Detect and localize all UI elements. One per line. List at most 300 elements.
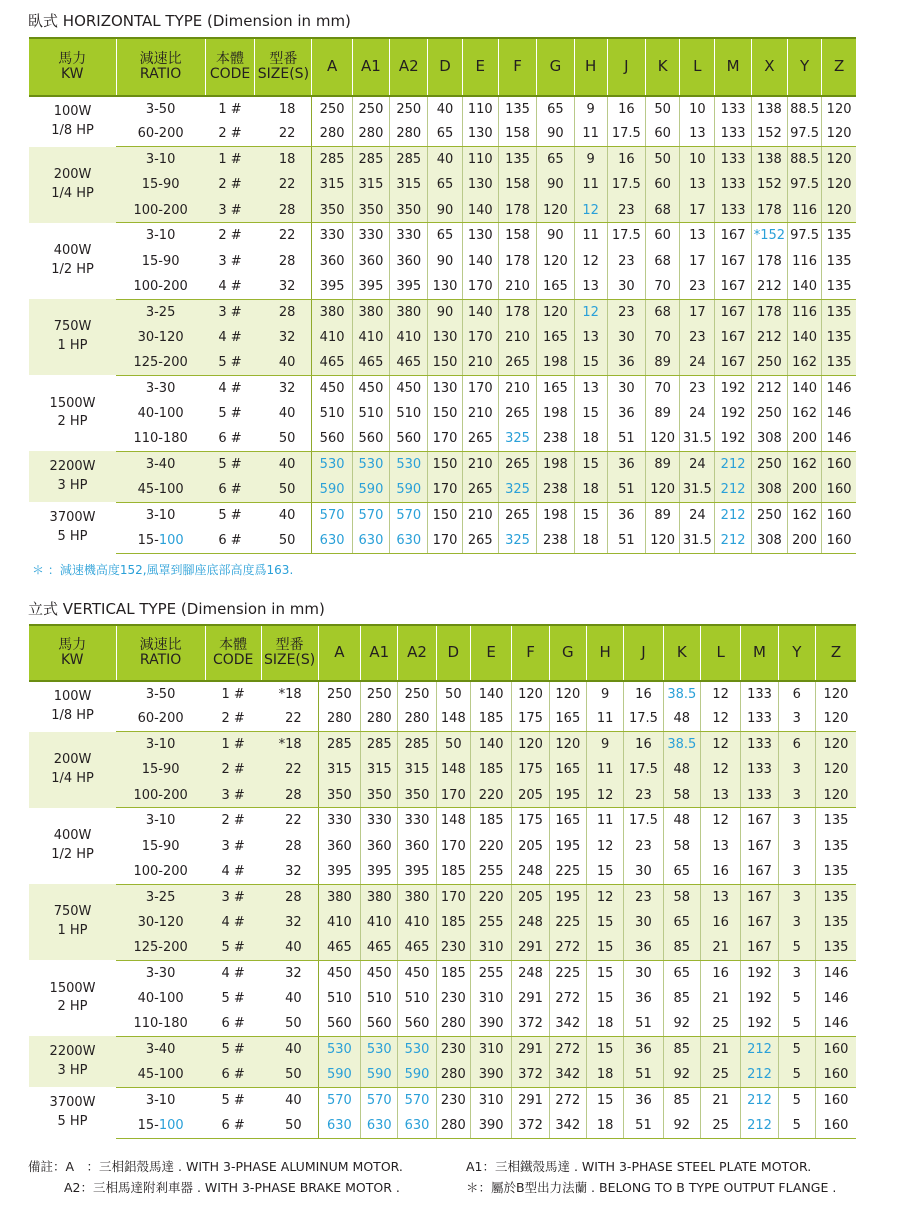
- dim-j-cell: 51: [607, 477, 645, 502]
- dim-h-cell: 15: [574, 350, 607, 375]
- ratio-cell: [116, 198, 205, 223]
- ratio-value: 3-50: [145, 101, 176, 117]
- dim-a1-cell: 630: [361, 1113, 398, 1138]
- power-hp: 1/4 HP: [51, 185, 94, 201]
- dim-e-cell: 310: [470, 986, 511, 1011]
- dim-a1-cell: 380: [352, 299, 389, 324]
- dim-h-cell: 13: [574, 325, 607, 350]
- dim-y-cell: 200: [787, 477, 821, 502]
- header-row: [29, 625, 856, 681]
- dim-a2-cell: 350: [398, 783, 436, 808]
- table-row: [29, 274, 856, 299]
- dim-a-cell: 560: [318, 1011, 360, 1036]
- dim-f-cell: 248: [512, 960, 549, 985]
- dim-d-cell: 280: [436, 1011, 470, 1036]
- ratio-cell: [116, 833, 205, 858]
- ratio-cell: [116, 96, 205, 121]
- dim-g-cell: 120: [549, 681, 586, 706]
- dim-a-cell: 285: [318, 732, 360, 757]
- power-kw: 100W: [53, 689, 92, 705]
- dim-l-cell: 16: [700, 960, 740, 985]
- ratio-cell: [116, 1036, 205, 1061]
- dim-e-cell: 265: [462, 426, 498, 451]
- header-ratio: [116, 625, 205, 681]
- ratio-value: 60-200: [137, 711, 184, 727]
- dim-d-cell: 150: [428, 451, 462, 476]
- size-cell: 22: [255, 172, 312, 197]
- dim-a2-cell: 510: [390, 401, 428, 426]
- dim-k-cell: 58: [663, 884, 700, 909]
- dim-m-cell: 167: [715, 350, 751, 375]
- header-col-k: K: [663, 625, 700, 681]
- dim-l-cell: 12: [700, 681, 740, 706]
- dim-k-cell: 48: [663, 706, 700, 731]
- dim-h-cell: 18: [574, 477, 607, 502]
- dim-a-cell: 590: [318, 1062, 360, 1087]
- dim-m-cell: 167: [715, 325, 751, 350]
- dim-e-cell: 140: [470, 681, 511, 706]
- ratio-value: 3-25: [145, 889, 176, 905]
- dim-a-cell: 395: [318, 859, 360, 884]
- table-row: [29, 732, 856, 757]
- dim-z-cell: 120: [815, 757, 856, 782]
- dim-g-cell: 342: [549, 1011, 586, 1036]
- dim-k-cell: 58: [663, 783, 700, 808]
- ratio-value: 3-40: [145, 456, 176, 472]
- dim-e-cell: 255: [470, 910, 511, 935]
- dim-y-cell: 97.5: [787, 172, 821, 197]
- dim-l-cell: 10: [680, 96, 715, 121]
- dim-h-cell: 15: [586, 960, 623, 985]
- dim-a-cell: 315: [312, 172, 352, 197]
- dim-j-cell: 36: [607, 451, 645, 476]
- dim-j-cell: 30: [624, 910, 663, 935]
- dim-f-cell: 325: [498, 477, 536, 502]
- dim-y-cell: 116: [787, 299, 821, 324]
- dim-j-cell: 36: [607, 502, 645, 527]
- dim-l-cell: 31.5: [680, 477, 715, 502]
- dim-x-cell: 212: [751, 325, 787, 350]
- code-cell: 4 #: [205, 325, 255, 350]
- ratio-cell: [116, 1011, 205, 1036]
- dim-j-cell: 36: [624, 1087, 663, 1112]
- dim-a1-cell: 395: [352, 274, 389, 299]
- dim-h-cell: 15: [586, 986, 623, 1011]
- dim-a2-cell: 395: [398, 859, 436, 884]
- dim-y-cell: 162: [787, 502, 821, 527]
- power-cell: [29, 732, 116, 808]
- dim-a1-cell: 410: [352, 325, 389, 350]
- dim-g-cell: 65: [537, 147, 574, 172]
- ratio-cell: [116, 706, 205, 731]
- dim-f-cell: 178: [498, 198, 536, 223]
- size-cell: 28: [255, 198, 312, 223]
- dim-g-cell: 238: [537, 426, 574, 451]
- ratio-cell: [116, 986, 205, 1011]
- dim-a1-cell: 450: [352, 375, 389, 400]
- dim-k-cell: 92: [663, 1011, 700, 1036]
- header-col-y: Y: [778, 625, 815, 681]
- ratio-value: 3-10: [145, 507, 176, 523]
- dim-y-cell: 5: [778, 935, 815, 960]
- header-code-en: CODE: [209, 66, 251, 82]
- dim-e-cell: 170: [462, 325, 498, 350]
- ratio-cell: [116, 502, 205, 527]
- size-cell: 28: [261, 884, 318, 909]
- dim-a1-cell: 350: [361, 783, 398, 808]
- header-code-zh: 本體: [216, 51, 245, 68]
- dim-a-cell: 570: [312, 502, 352, 527]
- dim-a-cell: 360: [318, 833, 360, 858]
- dim-j-cell: 51: [607, 528, 645, 553]
- dim-f-cell: 135: [498, 147, 536, 172]
- header-col-a: A: [318, 625, 360, 681]
- dim-g-cell: 165: [537, 325, 574, 350]
- header-kw: [29, 625, 116, 681]
- ratio-cell: [116, 477, 205, 502]
- dim-h-cell: 11: [586, 808, 623, 833]
- dim-y-cell: 3: [778, 833, 815, 858]
- dim-z-cell: 160: [822, 451, 856, 476]
- dim-a-cell: 510: [312, 401, 352, 426]
- dim-a-cell: 630: [318, 1113, 360, 1138]
- dim-m-cell: 133: [715, 147, 751, 172]
- dim-j-cell: 36: [624, 986, 663, 1011]
- dim-a1-cell: 530: [352, 451, 389, 476]
- dim-d-cell: 130: [428, 325, 462, 350]
- dim-a1-cell: 465: [352, 350, 389, 375]
- dim-a2-cell: 510: [398, 986, 436, 1011]
- dim-z-cell: 160: [822, 477, 856, 502]
- dim-z-cell: 135: [815, 884, 856, 909]
- dim-z-cell: 120: [826, 101, 852, 117]
- power-hp: 2 HP: [57, 999, 88, 1015]
- dim-f-cell: 135: [498, 96, 536, 121]
- dim-k-cell: 68: [646, 248, 680, 273]
- dim-h-cell: 13: [574, 375, 607, 400]
- dim-l-cell: 23: [680, 274, 715, 299]
- dim-j-cell: 30: [607, 375, 645, 400]
- dim-h-cell: 15: [574, 401, 607, 426]
- dim-a2-cell: 350: [390, 198, 428, 223]
- dim-y-cell: 3: [778, 884, 815, 909]
- dim-h-cell: 15: [586, 935, 623, 960]
- dim-e-cell: 220: [470, 884, 511, 909]
- dim-k-cell: 85: [663, 986, 700, 1011]
- dim-a2-cell: 285: [398, 732, 436, 757]
- power-cell: [29, 451, 116, 502]
- dim-a-cell: 450: [318, 960, 360, 985]
- dim-a1-cell: 285: [352, 147, 389, 172]
- dim-a1-cell: 360: [352, 248, 389, 273]
- size-cell: 22: [261, 757, 318, 782]
- ratio-value: 45-100: [137, 1066, 184, 1082]
- dim-l-cell: 16: [700, 859, 740, 884]
- dim-g-cell: 225: [549, 910, 586, 935]
- dim-k-cell: 50: [646, 96, 680, 121]
- dim-h-cell: 11: [574, 121, 607, 146]
- dim-m-cell: 133: [715, 96, 751, 121]
- dim-l-cell: 17: [680, 248, 715, 273]
- ratio-cell: [116, 783, 205, 808]
- header-kw: [29, 38, 116, 96]
- dim-a-cell: 510: [318, 986, 360, 1011]
- dim-l-cell: 13: [700, 783, 740, 808]
- dim-y-cell: 97.5: [787, 223, 821, 248]
- header-kw-en: KW: [61, 652, 84, 668]
- size-cell: 32: [261, 960, 318, 985]
- ratio-cell: [116, 757, 205, 782]
- dim-e-cell: 220: [470, 783, 511, 808]
- power-cell: [29, 147, 116, 223]
- dim-e-cell: 140: [470, 732, 511, 757]
- dim-e-cell: 140: [462, 299, 498, 324]
- dim-a-cell: 410: [312, 325, 352, 350]
- size-cell: 32: [261, 910, 318, 935]
- table-row: [29, 1062, 856, 1087]
- dim-a2-cell: 410: [390, 325, 428, 350]
- dim-y-cell: 3: [778, 706, 815, 731]
- dim-a2-cell: 360: [390, 248, 428, 273]
- table-row: [29, 706, 856, 731]
- dim-a-cell: 465: [312, 350, 352, 375]
- ratio-cell: [116, 910, 205, 935]
- code-cell: 4 #: [205, 274, 255, 299]
- dim-l-cell: 17: [680, 299, 715, 324]
- dim-a-cell: 530: [312, 451, 352, 476]
- dim-f-cell: 120: [512, 732, 549, 757]
- size-cell: 32: [255, 375, 312, 400]
- dim-e-cell: 390: [470, 1011, 511, 1036]
- dim-j-cell: 17.5: [624, 757, 663, 782]
- dim-e-cell: 170: [462, 274, 498, 299]
- ratio-value: 15-100: [137, 1117, 184, 1133]
- code-cell: 5 #: [205, 935, 261, 960]
- ratio-cell: [116, 859, 205, 884]
- dim-k-cell: 68: [646, 299, 680, 324]
- horizontal-title: 臥式 HORIZONTAL TYPE (Dimension in mm): [28, 12, 351, 30]
- power-hp: 1/8 HP: [51, 122, 94, 138]
- ratio-cell: [116, 350, 205, 375]
- table-row: [29, 986, 856, 1011]
- dim-h-cell: 13: [574, 274, 607, 299]
- dim-j-cell: 16: [607, 96, 645, 121]
- ratio-value: 3-10: [145, 813, 176, 829]
- dim-l-cell: 12: [700, 732, 740, 757]
- header-code: [205, 625, 261, 681]
- power-hp: 1/2 HP: [51, 847, 94, 863]
- code-cell: 4 #: [221, 965, 245, 981]
- dim-a1-cell: 590: [361, 1062, 398, 1087]
- dim-k-cell: 38.5: [663, 732, 700, 757]
- size-cell: 50: [255, 528, 312, 553]
- dim-e-cell: 170: [462, 375, 498, 400]
- dim-l-cell: 12: [700, 757, 740, 782]
- ratio-value: 30-120: [137, 914, 184, 930]
- size-cell: 40: [261, 1087, 318, 1112]
- code-cell: 3 #: [221, 838, 245, 854]
- dim-e-cell: 130: [462, 121, 498, 146]
- dim-l-cell: 25: [700, 1113, 740, 1138]
- dim-g-cell: 120: [537, 248, 574, 273]
- dim-f-cell: 175: [512, 757, 549, 782]
- table-row: [29, 223, 856, 248]
- size-cell: 32: [255, 325, 312, 350]
- dim-a2-cell: 330: [398, 808, 436, 833]
- table-row: [29, 375, 856, 400]
- ratio-value: 3-40: [145, 1041, 176, 1057]
- ratio-value: 3-10: [145, 1092, 176, 1108]
- dim-y-cell: 88.5: [787, 147, 821, 172]
- power-cell: [29, 502, 116, 553]
- dim-m-cell: 192: [741, 986, 778, 1011]
- table-row: [29, 325, 856, 350]
- dim-z-cell: 120: [822, 172, 856, 197]
- vertical-title: 立式 VERTICAL TYPE (Dimension in mm): [28, 600, 325, 618]
- dim-l-cell: 13: [680, 223, 715, 248]
- ratio-cell: [116, 248, 205, 273]
- dim-k-cell: 70: [646, 375, 680, 400]
- size-cell: 28: [261, 783, 318, 808]
- dim-f-cell: 291: [512, 986, 549, 1011]
- dim-m-cell: 167: [741, 910, 778, 935]
- dim-g-cell: 272: [549, 986, 586, 1011]
- dim-a2-cell: 570: [390, 502, 428, 527]
- table-row: [29, 1011, 856, 1036]
- dim-y-cell: 162: [787, 451, 821, 476]
- table-row: [29, 757, 856, 782]
- dim-d-cell: 170: [436, 833, 470, 858]
- dim-x-cell: 308: [751, 426, 787, 451]
- dim-z-cell: 160: [815, 1062, 856, 1087]
- dim-l-cell: 24: [680, 401, 715, 426]
- dim-e-cell: 265: [462, 477, 498, 502]
- code-cell: 2 #: [205, 757, 261, 782]
- horizontal-note: ＊ ：減速機高度152,風罩到腳座底部高度爲163.: [32, 563, 294, 577]
- dim-k-cell: 48: [663, 808, 700, 833]
- dim-f-cell: 291: [512, 935, 549, 960]
- table-row: [29, 681, 856, 706]
- dim-h-cell: 12: [586, 783, 623, 808]
- dim-l-cell: 21: [700, 1036, 740, 1061]
- table-row: [29, 910, 856, 935]
- dim-j-cell: 23: [607, 299, 645, 324]
- power-hp: 3 HP: [57, 477, 88, 493]
- dim-z-cell: 135: [815, 859, 856, 884]
- dim-h-cell: 9: [586, 732, 623, 757]
- dim-a1-cell: 380: [361, 884, 398, 909]
- ratio-cell: [116, 375, 205, 400]
- dim-a1-cell: 395: [361, 859, 398, 884]
- dim-z-cell: 135: [823, 813, 849, 829]
- table-row: [29, 502, 856, 527]
- header-kw-en: KW: [61, 66, 84, 82]
- dim-m-cell: 133: [715, 121, 751, 146]
- dim-h-cell: 11: [586, 706, 623, 731]
- dim-m-cell: 167: [741, 935, 778, 960]
- dim-a-cell: 285: [312, 147, 352, 172]
- size-cell: 50: [261, 1011, 318, 1036]
- dim-j-cell: 16: [624, 732, 663, 757]
- dim-m-cell: 167: [715, 223, 751, 248]
- dim-l-cell: 23: [680, 375, 715, 400]
- size-cell: 22: [255, 121, 312, 146]
- dim-y-cell: 162: [787, 401, 821, 426]
- dim-l-cell: 13: [700, 884, 740, 909]
- dim-a1-cell: 315: [352, 172, 389, 197]
- code-cell: 2 #: [205, 172, 255, 197]
- dim-d-cell: 130: [428, 375, 462, 400]
- header-size-en: SIZE(S): [257, 66, 310, 82]
- dim-y-cell: 5: [778, 986, 815, 1011]
- table-row: [29, 426, 856, 451]
- dim-g-cell: 198: [537, 502, 574, 527]
- size-cell: 50: [255, 426, 312, 451]
- dim-k-cell: 120: [646, 528, 680, 553]
- header-ratio-zh: 減速比: [139, 637, 182, 654]
- dim-j-cell: 36: [624, 1036, 663, 1061]
- dim-m-cell: 133: [741, 783, 778, 808]
- dim-h-cell: 18: [574, 426, 607, 451]
- table-row: [29, 833, 856, 858]
- dim-x-cell: 250: [751, 502, 787, 527]
- ratio-cell: [116, 1113, 205, 1138]
- dim-k-cell: 60: [646, 223, 680, 248]
- dim-k-cell: 120: [646, 426, 680, 451]
- size-cell: 40: [261, 1036, 318, 1061]
- dim-g-cell: 90: [537, 172, 574, 197]
- dim-h-cell: 9: [586, 681, 623, 706]
- size-cell: 22: [255, 223, 312, 248]
- dim-d-cell: 280: [436, 1062, 470, 1087]
- dim-f-cell: 248: [512, 910, 549, 935]
- dim-z-cell: 120: [815, 706, 856, 731]
- dim-g-cell: 238: [537, 477, 574, 502]
- dim-a1-cell: 510: [361, 986, 398, 1011]
- dim-g-cell: 195: [549, 783, 586, 808]
- dim-f-cell: 248: [512, 859, 549, 884]
- dim-g-cell: 165: [537, 274, 574, 299]
- dim-m-cell: 167: [741, 808, 778, 833]
- header-col-x: X: [751, 38, 787, 96]
- dim-a1-cell: 410: [361, 910, 398, 935]
- code-cell: 1 #: [205, 147, 255, 172]
- dim-d-cell: 150: [428, 502, 462, 527]
- dim-d-cell: 148: [436, 706, 470, 731]
- ratio-cell: [116, 451, 205, 476]
- power-hp: 3 HP: [57, 1062, 88, 1078]
- header-col-d: D: [436, 625, 470, 681]
- dim-d-cell: 40: [428, 96, 462, 121]
- dim-m-cell: 133: [741, 681, 778, 706]
- code-cell: 6 #: [205, 426, 255, 451]
- dim-h-cell: 18: [586, 1062, 623, 1087]
- dim-j-cell: 17.5: [607, 223, 645, 248]
- ratio-value: 3-30: [145, 380, 176, 396]
- dim-f-cell: 158: [498, 172, 536, 197]
- dim-g-cell: 272: [549, 935, 586, 960]
- header-size-zh: 型番: [269, 51, 298, 68]
- size-cell: 32: [261, 859, 318, 884]
- ratio-value: 30-120: [137, 329, 184, 345]
- power-kw: 750W: [53, 904, 92, 920]
- table-row: [29, 198, 856, 223]
- size-cell: 18: [255, 147, 312, 172]
- dim-y-cell: 140: [787, 325, 821, 350]
- dim-m-cell: 212: [741, 1087, 778, 1112]
- dim-k-cell: 120: [646, 477, 680, 502]
- dim-a-cell: 280: [318, 706, 360, 731]
